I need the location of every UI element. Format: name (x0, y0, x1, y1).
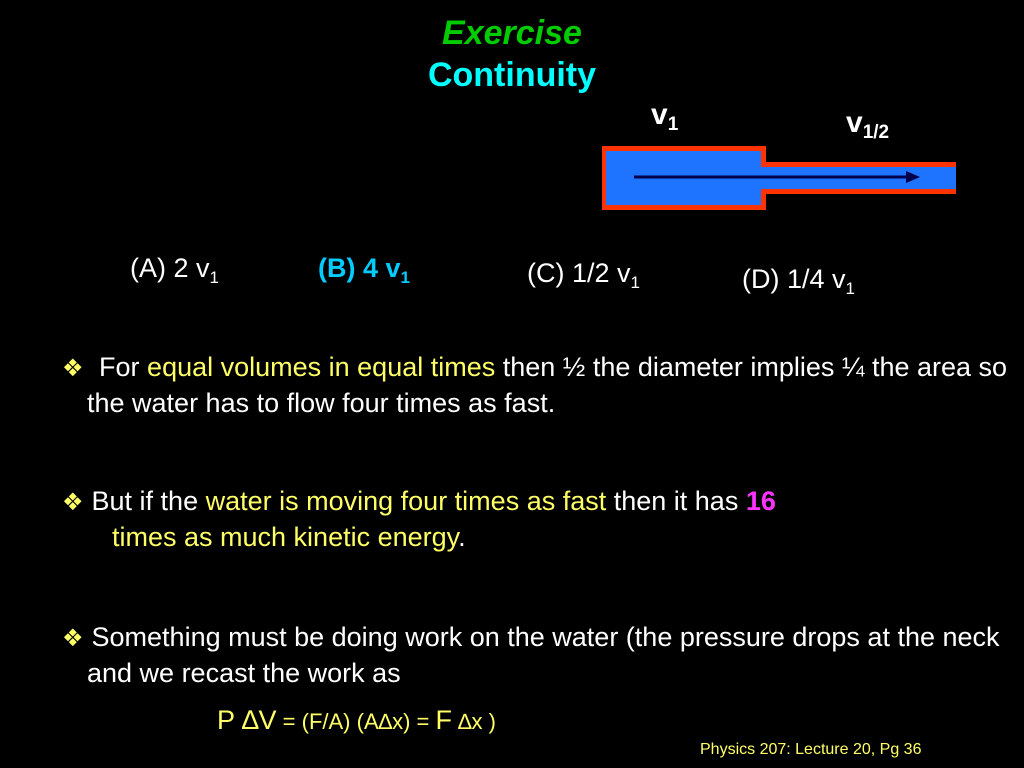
choice-d: (D) 1/4 $v_1$ (742, 264, 855, 298)
velocity-label-narrow: $v_{1/2}$ (846, 106, 890, 143)
choice-c: (C) 1/2 $v_1$ (527, 258, 640, 292)
pipe-diagram (598, 142, 960, 214)
slide-subtitle: Continuity (427, 56, 597, 94)
bullet-diamond-icon: ❖ (62, 489, 84, 516)
bullet-diamond-icon: ❖ (62, 625, 84, 652)
work-formula: P ∆V = (F/A) (A∆x) = F ∆x ) (217, 705, 496, 735)
bullet-2: ❖ But if the water is moving four times as fast then it has 16 times as much kinetic energy. (62, 486, 776, 552)
slide-title: Exercise (442, 14, 582, 52)
choice-b: (B) 4 $v_1$ (318, 253, 410, 287)
bullet-3: ❖ Something must be doing work on the water (the pressure drops at the neck and we recast the work as (62, 622, 1000, 688)
velocity-label-wide: $v_1$ (651, 98, 679, 135)
bullet-1: ❖ For equal volumes in equal times then ½ the diameter implies ¼ the area so the water has to flow four times as fast. (62, 352, 1008, 418)
slide-footer: Physics 207: Lecture 20, Pg 36 (700, 741, 922, 758)
bullet-diamond-icon: ❖ (62, 355, 84, 382)
choice-a: (A) 2 $v_1$ (130, 253, 219, 287)
